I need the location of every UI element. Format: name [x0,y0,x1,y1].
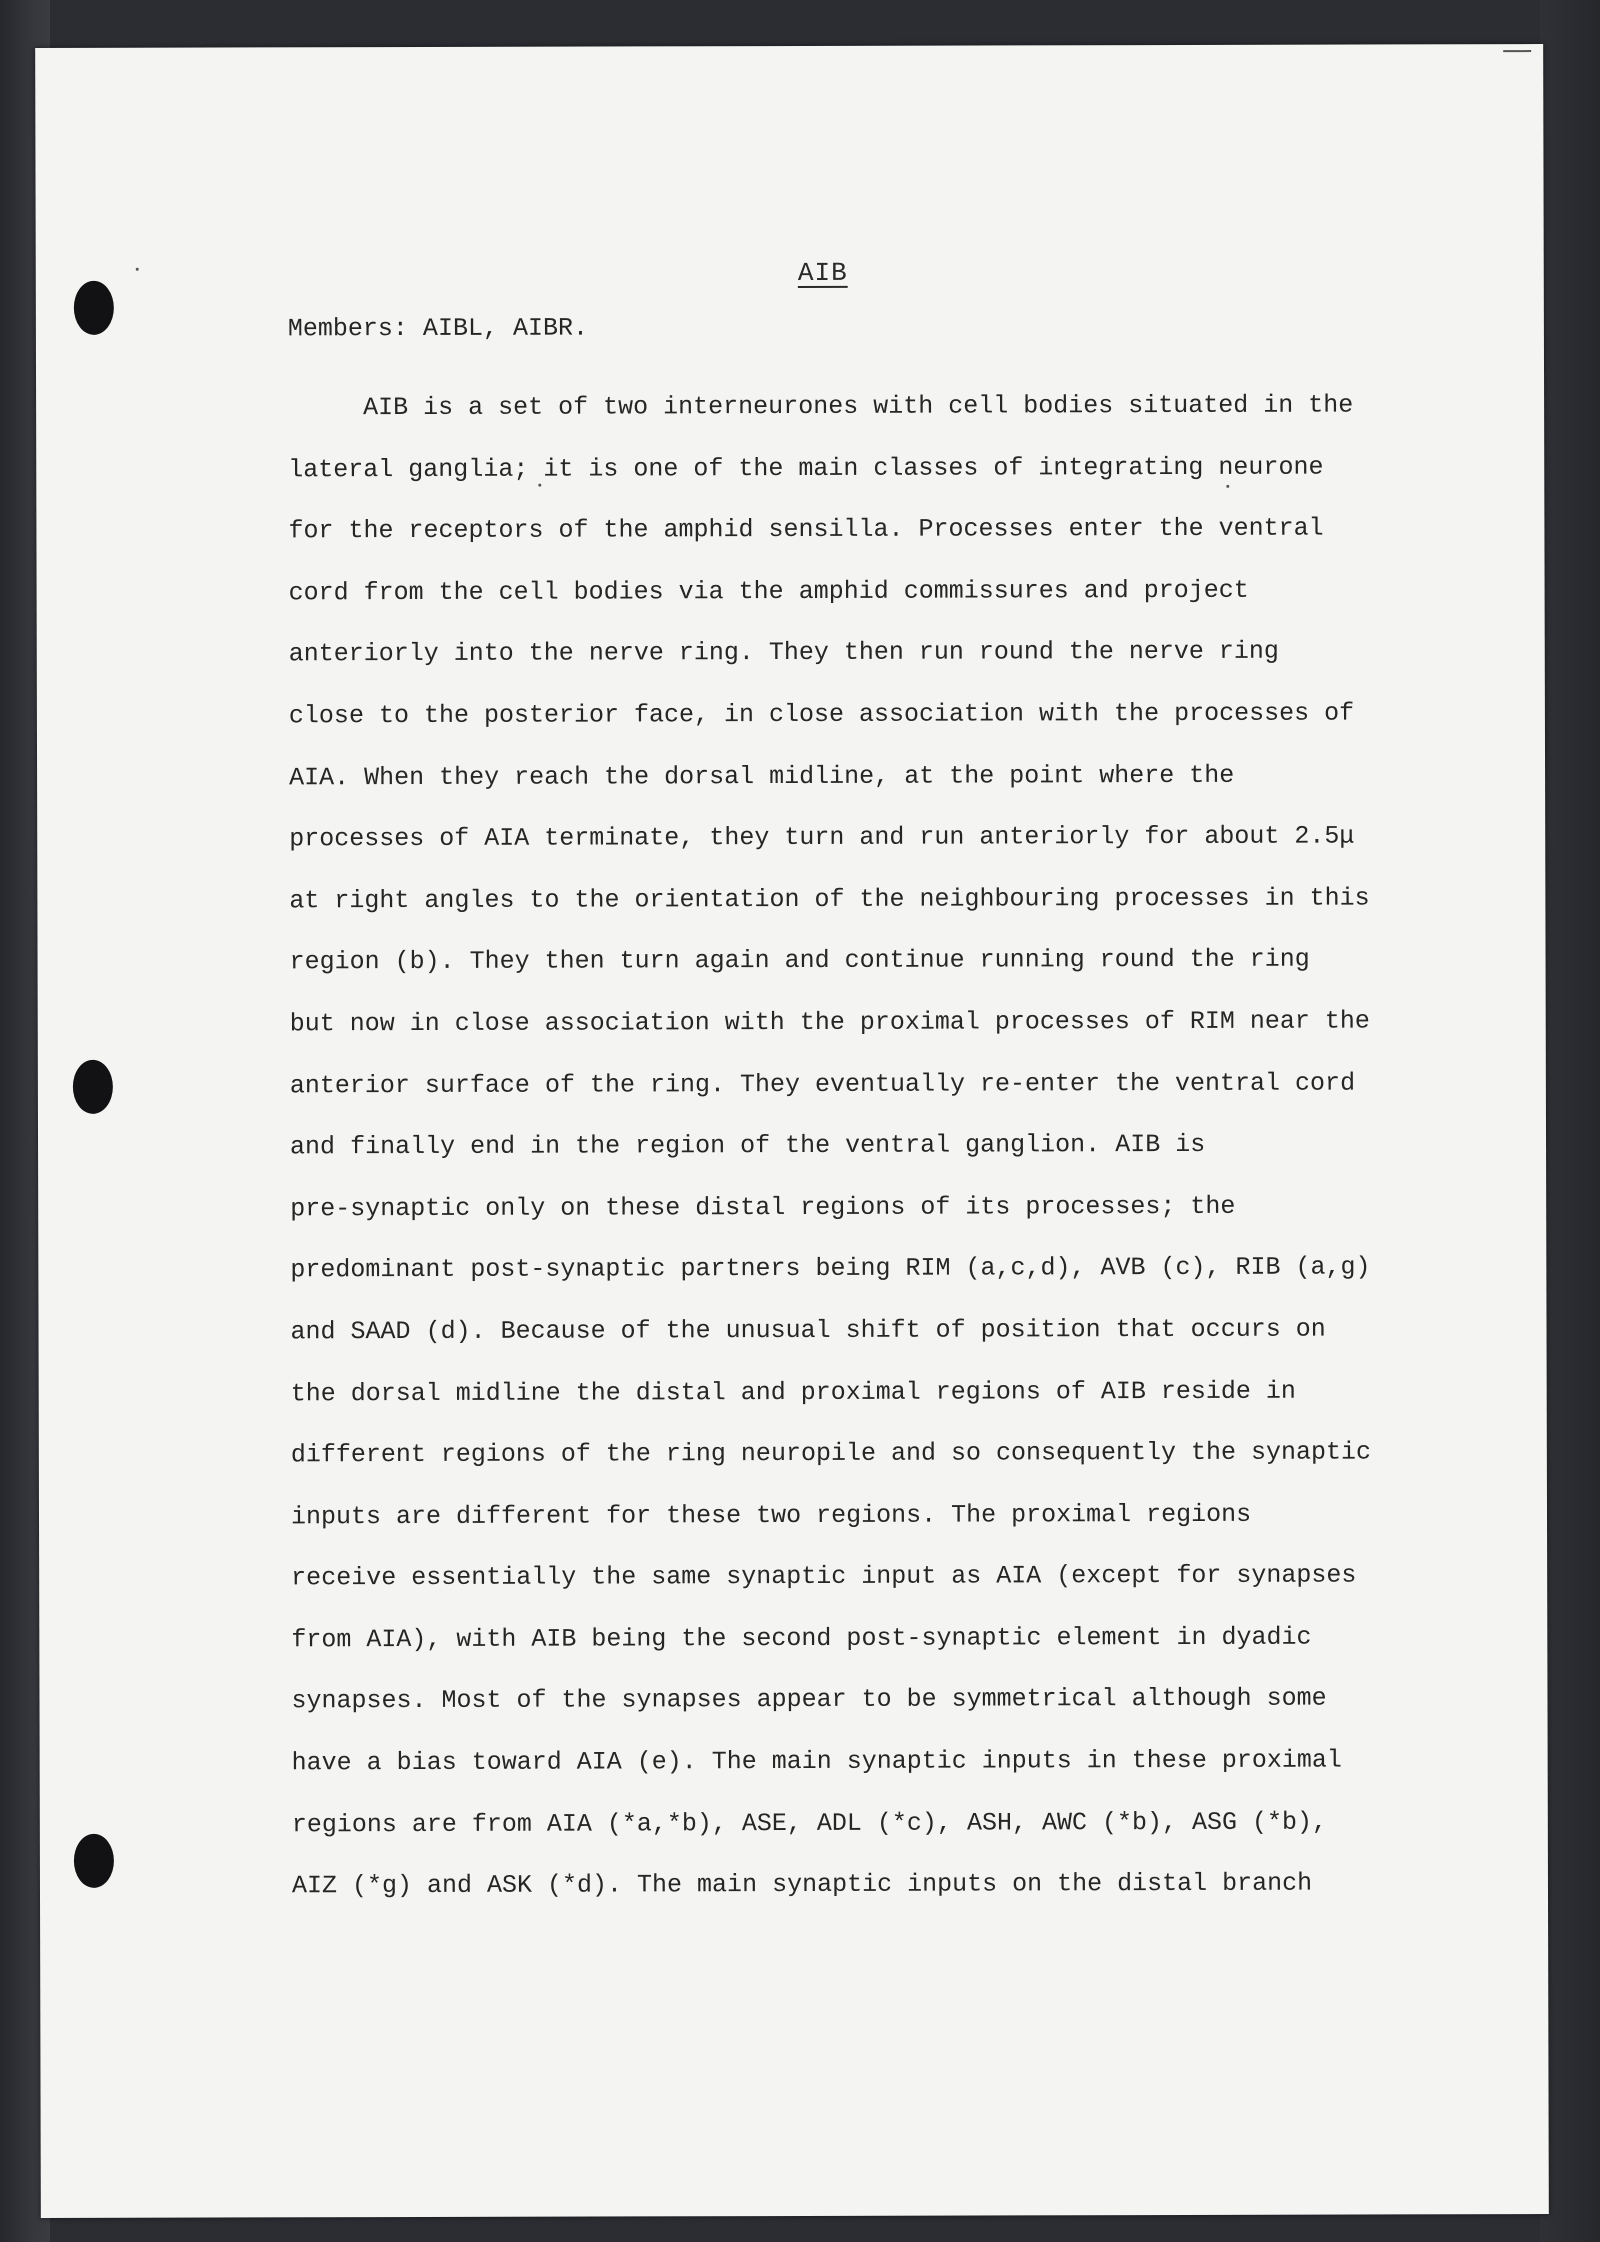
text-line: but now in close association with the proximal processes of RIM near the [289,1006,1370,1039]
text-line: and SAAD (d). Because of the unusual shift of position that occurs on [290,1314,1326,1347]
text-line: synapses. Most of the synapses appear to be symmetrical although some [291,1684,1327,1716]
text-line: predominant post-synaptic partners being RIM (a,c,d), AVB (c), RIB (a,g) [290,1252,1371,1285]
page-corner-mark [1503,50,1531,52]
text-line: AIB is a set of two interneurones with cell bodies situated in the [363,390,1354,423]
text-line: from AIA), with AIB being the second post-synaptic element in dyadic [291,1622,1312,1655]
text-line: for the receptors of the amphid sensilla. Processes enter the ventral [288,513,1324,546]
text-line: anterior surface of the ring. They eventually re-enter the ventral cord [289,1068,1356,1100]
text-line: AIA. When they reach the dorsal midline, at the point where the [289,760,1235,792]
text-line: close to the posterior face, in close association with the processes of [288,698,1355,731]
punch-hole-bottom [74,1834,114,1888]
text-line: and finally end in the region of the ventral ganglion. AIB is [290,1130,1206,1162]
text-line: anteriorly into the nerve ring. They then run round the nerve ring [288,637,1279,669]
scan-background-right [1540,0,1600,2242]
page-title-text: AIB [797,257,848,288]
text-line: at right angles to the orientation of the neighbouring processes in this [289,883,1370,916]
document-page [35,44,1549,2218]
text-line: receive essentially the same synaptic input as AIA (except for synapses [291,1560,1357,1593]
text-line: lateral ganglia; it is one of the main classes of integrating neurone [288,452,1324,484]
page-title [36,256,1544,290]
text-line: processes of AIA terminate, they turn and run anteriorly for about 2.5μ [289,821,1355,854]
text-line: region (b). They then turn again and continue running round the ring [289,944,1310,977]
body-paragraph [288,374,1432,1917]
text-line: AIZ (*g) and ASK (*d). The main synaptic inputs on the distal branch [291,1868,1313,1901]
text-line: have a bias toward AIA (e). The main synaptic inputs in these proximal [291,1745,1342,1778]
punch-hole-middle [73,1060,113,1114]
text-line: regions are from AIA (*a,*b), ASE, ADL (*c), ASH, AWC (*b), ASG (*b), [291,1807,1328,1839]
text-line: different regions of the ring neuropile and so consequently the synaptic [290,1437,1372,1470]
text-line: the dorsal midline the distal and proximal regions of AIB reside in [290,1376,1296,1408]
text-line: inputs are different for these two regions. The proximal regions [290,1499,1252,1532]
text-line: cord from the cell bodies via the amphid commissures and project [288,575,1249,608]
text-line: pre-synaptic only on these distal regions of its processes; the [290,1191,1236,1224]
members-line: Members: AIBL, AIBR. [287,313,588,344]
